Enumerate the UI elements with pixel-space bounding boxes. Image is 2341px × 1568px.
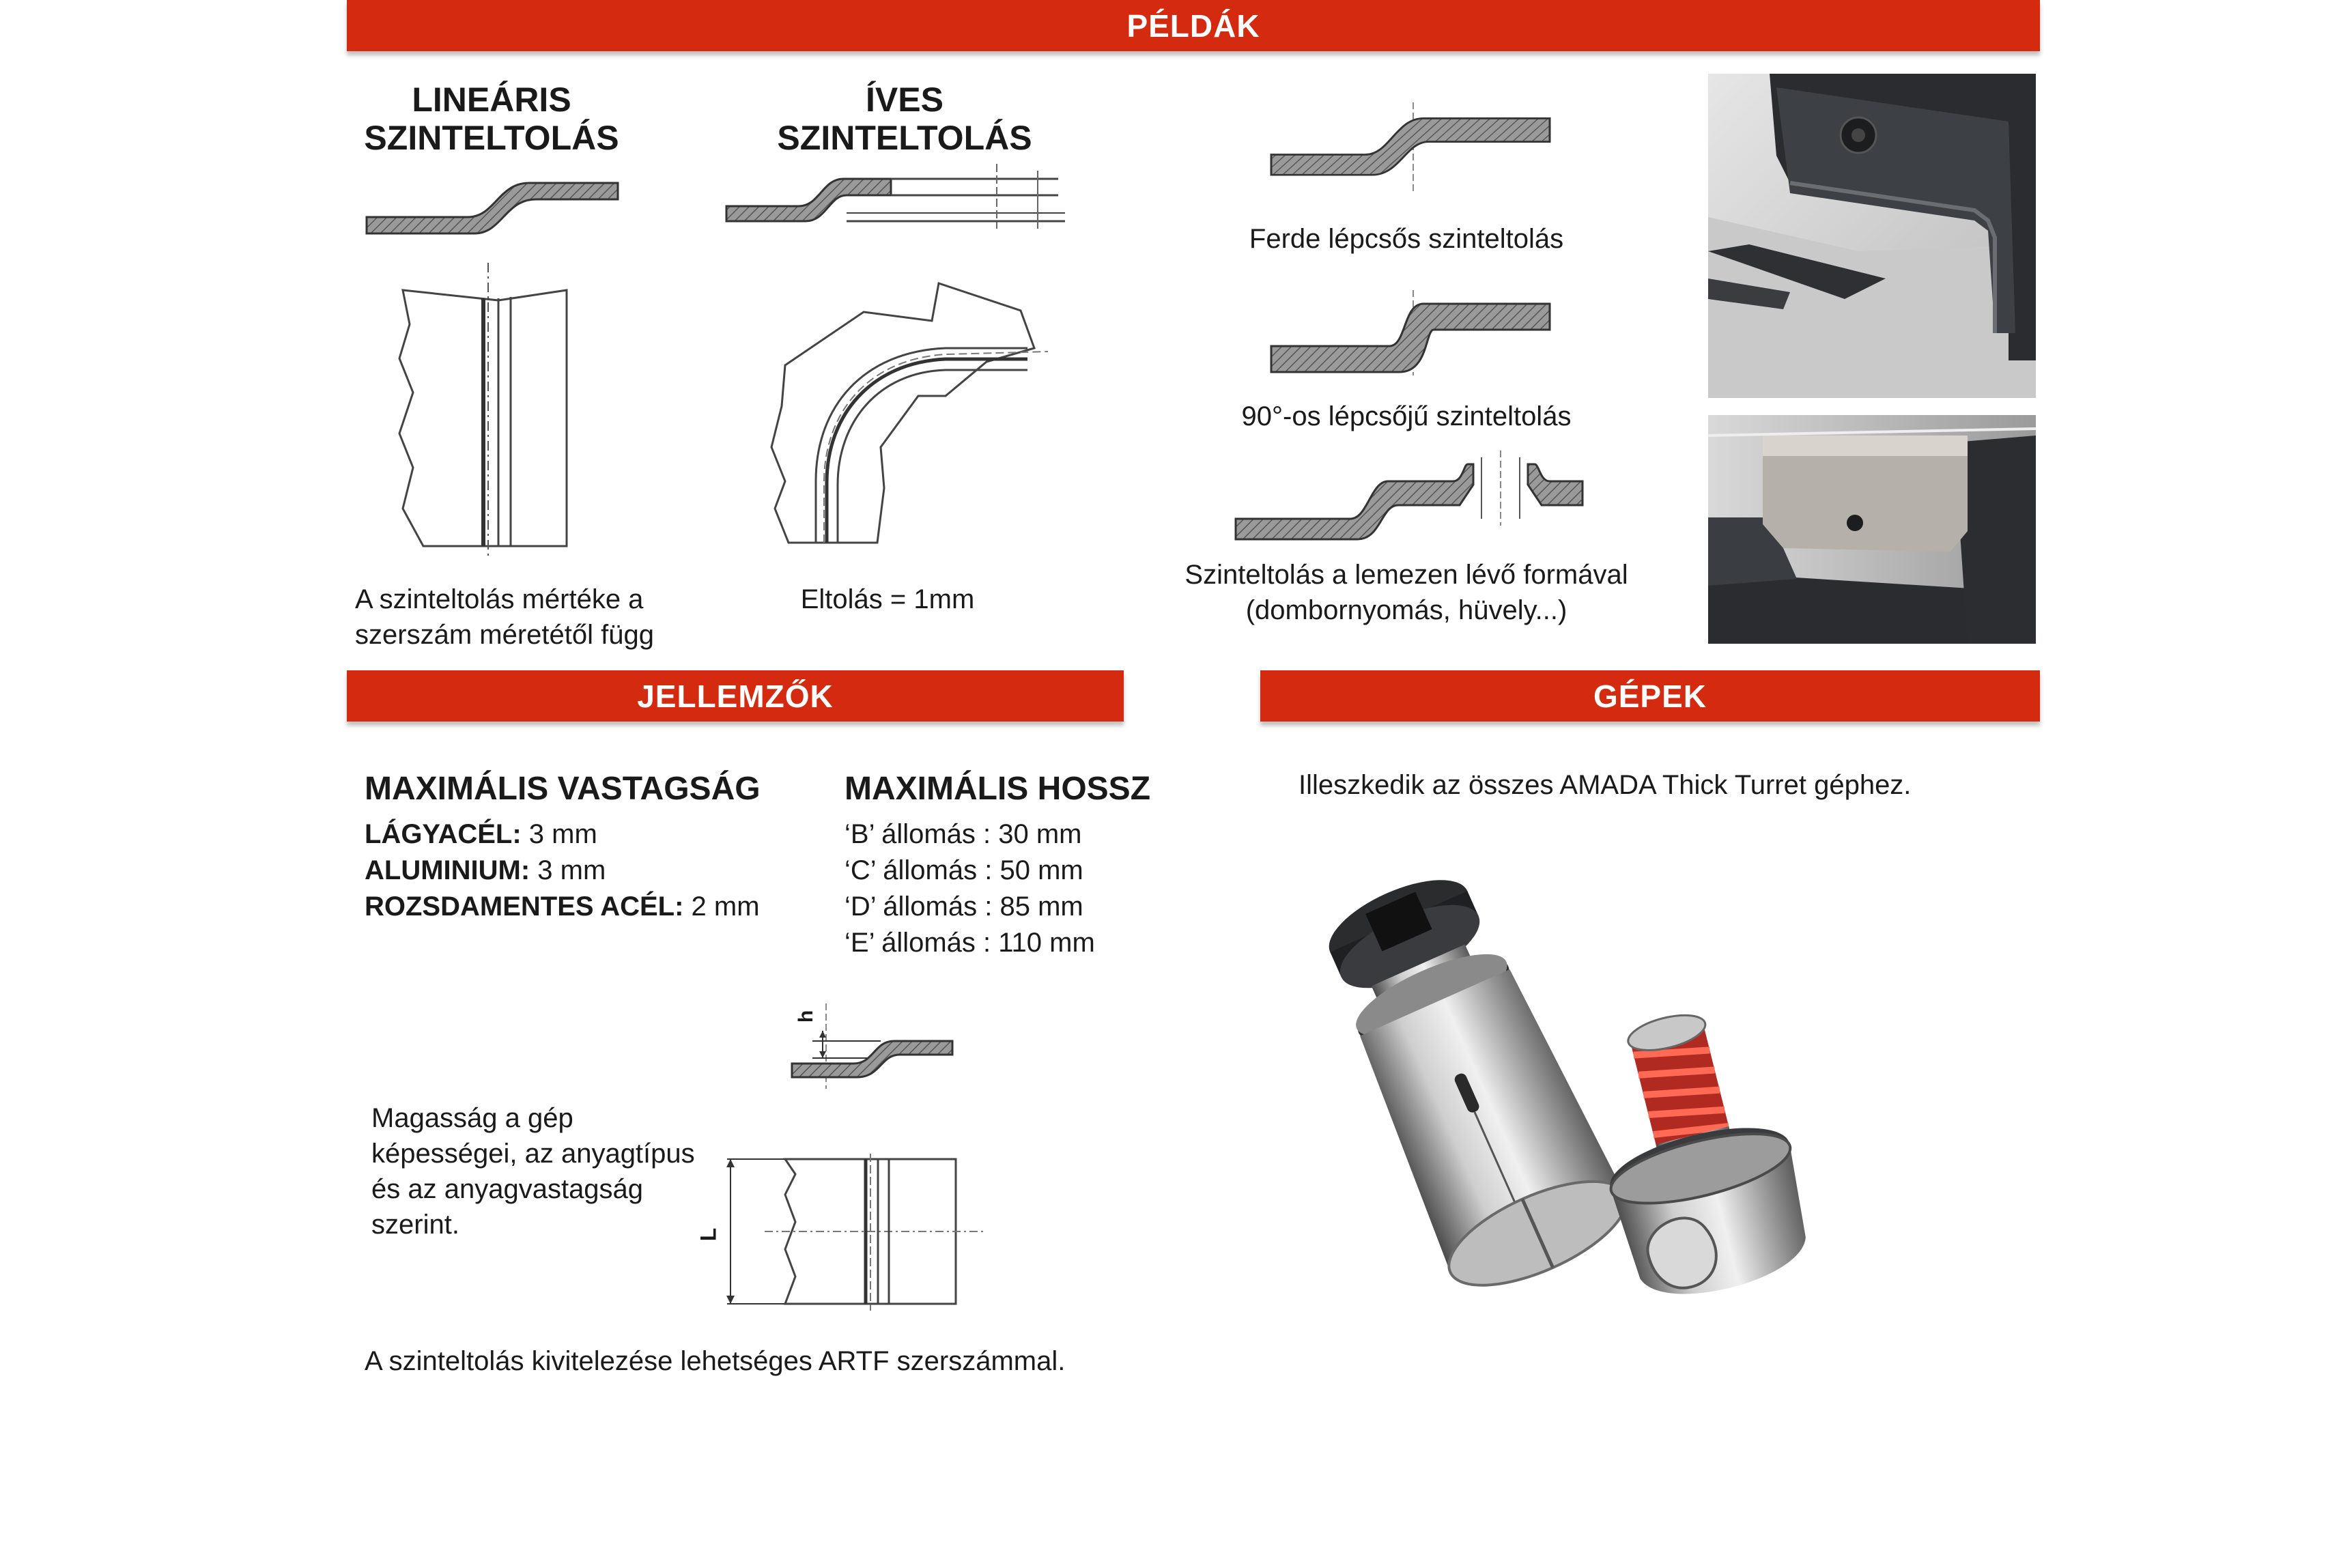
machines-compatibility-text: Illeszkedik az összes AMADA Thick Turret géphez. <box>1299 770 1912 800</box>
formed-caption-line1: Szinteltolás a lemezen lévő formával <box>1184 560 1628 590</box>
linear-offset-plan-drawing <box>396 263 580 556</box>
linear-offset-title <box>355 81 628 157</box>
machines-banner <box>1260 670 2040 722</box>
linear-offset-caption <box>355 582 654 653</box>
height-note-line2: képességei, az anyagtípus <box>371 1139 695 1169</box>
stainless-steel-row <box>365 889 760 925</box>
max-thickness-list <box>365 816 760 925</box>
curved-title-line2: SZINTELTOLÁS <box>777 119 1032 157</box>
max-thickness-title: MAXIMÁLIS VASTAGSÁG <box>365 771 761 807</box>
station-c-row: ‘C’ állomás : 50 mm <box>845 855 1083 885</box>
curved-offset-caption: Eltolás = 1mm <box>800 584 975 614</box>
station-d-row: ‘D’ állomás : 85 mm <box>845 892 1083 922</box>
max-length-list <box>845 816 1095 961</box>
examples-banner-title: PÉLDÁK <box>1126 8 1260 44</box>
height-note <box>371 1100 695 1242</box>
aluminium-label: ALUMINIUM: <box>365 855 530 885</box>
features-banner <box>347 670 1124 722</box>
height-note-line4: szerint. <box>371 1210 459 1240</box>
dimension-h-label: h <box>795 1010 818 1023</box>
machines-banner-title: GÉPEK <box>1593 678 1707 714</box>
station-e-row: ‘E’ állomás : 110 mm <box>845 928 1095 958</box>
linear-title-line2: SZINTELTOLÁS <box>364 119 619 157</box>
artf-tool-note: A szinteltolás kivitelezése lehetséges ARTF szerszámmal. <box>365 1346 1066 1376</box>
linear-caption-line1: A szinteltolás mértéke a <box>355 584 644 614</box>
right-angle-step-caption: 90°-os lépcsőjű szinteltolás <box>1241 401 1572 431</box>
linear-offset-profile-drawing <box>365 171 625 239</box>
inclined-step-caption: Ferde lépcsős szinteltolás <box>1249 224 1564 254</box>
mild-steel-row <box>365 816 760 853</box>
artf-tool-photo <box>1311 860 1843 1379</box>
station-b-row: ‘B’ állomás : 30 mm <box>845 819 1082 849</box>
offset-part-photo-top <box>1708 74 2036 398</box>
curved-offset-title <box>768 81 1041 157</box>
stainless-steel-value: 2 mm <box>683 892 760 922</box>
curved-offset-plan-drawing <box>761 283 1048 556</box>
features-banner-title: JELLEMZŐK <box>637 678 834 714</box>
formed-offset-drawing <box>1234 451 1589 553</box>
dimension-l-label: L <box>696 1227 721 1242</box>
formed-offset-caption <box>1161 557 1652 628</box>
right-angle-step-offset-drawing <box>1270 290 1557 379</box>
curved-offset-profile-drawing <box>724 164 1065 232</box>
linear-caption-line2: szerszám méretétől függ <box>355 620 654 650</box>
mild-steel-label: LÁGYACÉL: <box>365 819 522 849</box>
formed-caption-line2: (dombornyomás, hüvely...) <box>1245 595 1567 625</box>
height-note-line3: és az anyagvastagság <box>371 1174 644 1204</box>
max-length-title: MAXIMÁLIS HOSSZ <box>845 771 1151 807</box>
linear-title-line1: LINEÁRIS <box>412 81 571 119</box>
mild-steel-value: 3 mm <box>521 819 597 849</box>
length-plan-drawing <box>717 1154 990 1311</box>
aluminium-value: 3 mm <box>530 855 606 885</box>
curved-title-line1: ÍVES <box>866 81 944 119</box>
aluminium-row <box>365 853 760 889</box>
stainless-steel-label: ROZSDAMENTES ACÉL: <box>365 892 684 922</box>
inclined-step-offset-drawing <box>1270 102 1557 198</box>
height-note-line1: Magasság a gép <box>371 1103 573 1133</box>
examples-banner <box>347 0 2040 51</box>
offset-part-photo-bottom <box>1708 415 2036 644</box>
